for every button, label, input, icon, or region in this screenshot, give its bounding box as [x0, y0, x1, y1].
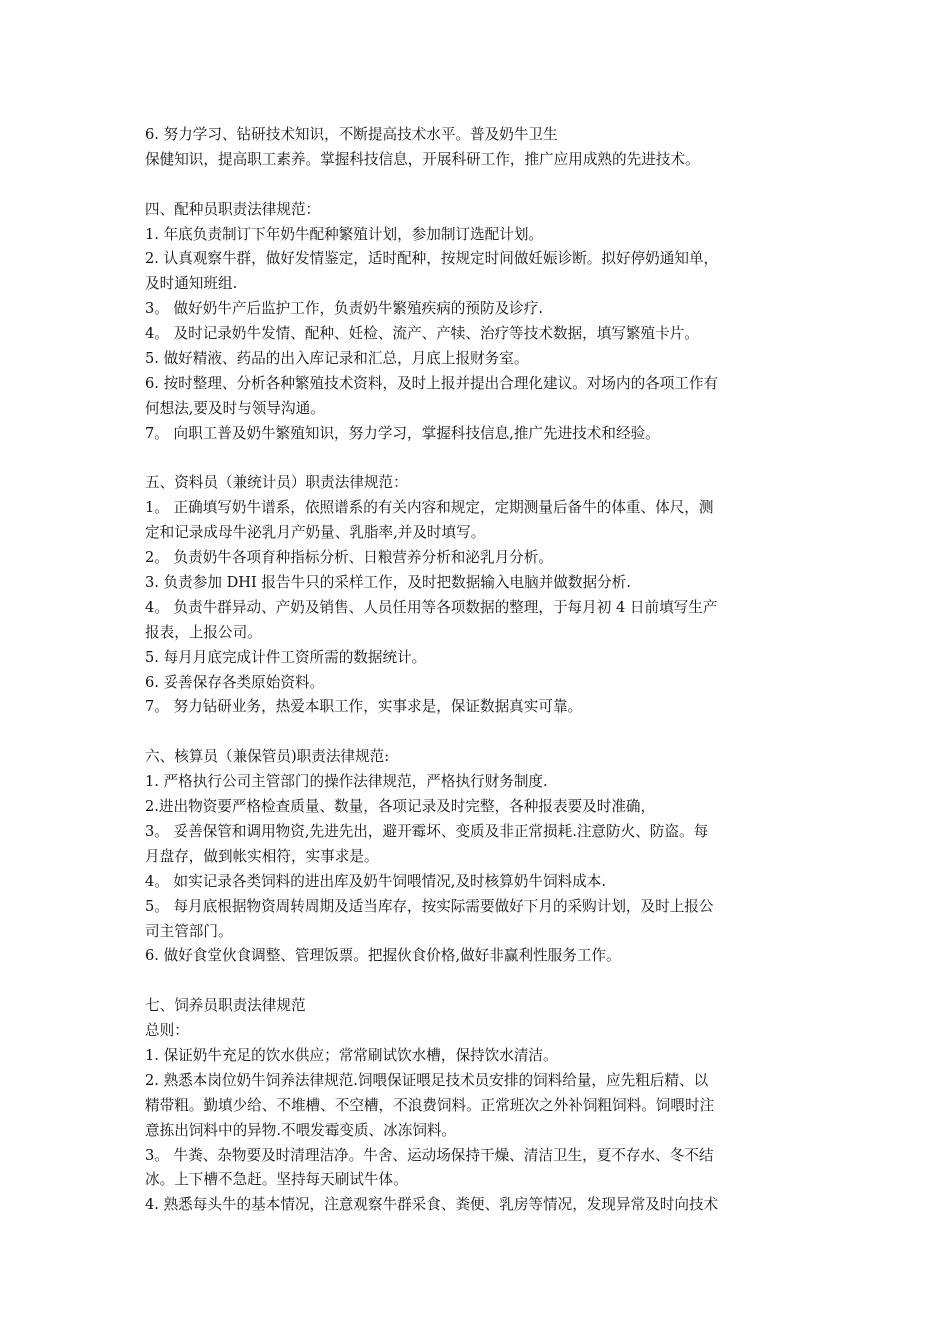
section-line: 1. 严格执行公司主管部门的操作法律规范，严格执行财务制度. [145, 773, 548, 791]
paragraph-spacer [145, 173, 815, 198]
section-line: 2.进出物资要严格检查质量、数量，各项记录及时完整，各种报表要及时准确， [145, 798, 656, 816]
section-line: 1. 保证奶牛充足的饮水供应；常常刷试饮水槽，保持饮水清洁。 [145, 1046, 558, 1064]
section-line: 3. 负责参加 DHI 报告牛只的采样工作，及时把数据输入电脑并做数据分析. [145, 574, 631, 592]
section-line: 5. 每月月底完成计件工资所需的数据统计。 [145, 648, 427, 666]
intro-line: 6. 努力学习、钻研技术知识，不断提高技术水平。普及奶牛卫生 [145, 126, 558, 143]
section-line: 3。 牛粪、杂物要及时清理洁净。牛舍、运动场保持干燥、清洁卫生，夏不存水、冬不结 [145, 1146, 714, 1164]
paragraph-spacer [145, 969, 815, 994]
section-line: 精带粗。勤填少给、不堆槽、不空槽，不浪费饲料。正常班次之外补饲粗饲料。饲喂时注 [145, 1096, 715, 1114]
section-line: 意拣出饲料中的异物.不喂发霉变质、冰冻饲料。 [145, 1121, 457, 1139]
section-line: 2. 认真观察牛群，做好发情鉴定，适时配种，按规定时间做妊娠诊断。拟好停奶通知单， [145, 250, 719, 268]
section-line: 1. 年底负责制订下年奶牛配种繁殖计划，参加制订选配计划。 [145, 225, 544, 243]
section-accountant [145, 745, 815, 969]
section-line: 5. 做好精液、药品的出入库记录和汇总，月底上报财务室。 [145, 350, 529, 368]
section-line: 6. 按时整理、分析各种繁殖技术资料，及时上报并提出合理化建议。对场内的各项工作有 [145, 374, 719, 392]
paragraph-spacer [145, 447, 815, 472]
section-line: 4。 负责牛群异动、产奶及销售、人员任用等各项数据的整理，于每月初 4 日前填写生产 [145, 598, 718, 616]
section-line: 3。 妥善保管和调用物资,先进先出，避开霉坏、变质及非正常损耗.注意防火、防盗。每 [145, 822, 709, 840]
section-line: 司主管部门。 [145, 922, 233, 940]
section-heading: 四、配种员职责法律规范： [145, 200, 321, 218]
section-line: 5。 每月底根据物资周转周期及适当库存，按实际需要做好下月的采购计划，及时上报公 [145, 897, 714, 915]
section-line: 7。 努力钻研业务，热爱本职工作，实事求是，保证数据真实可靠。 [145, 698, 583, 716]
section-line: 6. 妥善保存各类原始资料。 [145, 673, 325, 691]
section-breeder [145, 198, 815, 447]
section-line: 7。 向职工普及奶牛繁殖知识，努力学习，掌握科技信息,推广先进技术和经验。 [145, 424, 660, 442]
section-line: 总则： [145, 1022, 189, 1040]
section-line: 月盘存，做到帐实相符，实事求是。 [145, 847, 379, 865]
section-line: 6. 做好食堂伙食调整、管理饭票。把握伙食价格,做好非赢利性服务工作。 [145, 947, 621, 965]
section-line: 1。 正确填写奶牛谱系，依照谱系的有关内容和规定，定期测量后备牛的体重、体尺，测 [145, 499, 714, 517]
intro-line: 保健知识，提高职工素养。掌握科技信息，开展科研工作，推广应用成熟的先进技术。 [145, 150, 700, 168]
section-line: 2。 负责奶牛各项育种指标分析、日粮营养分析和泌乳月分析。 [145, 549, 553, 567]
section-line: 何想法,要及时与领导沟通。 [145, 399, 325, 417]
document-body [145, 123, 815, 1218]
section-line: 及时通知班组. [145, 275, 238, 293]
section-feeder [145, 994, 815, 1218]
section-line: 3。 做好奶牛产后监护工作，负责奶牛繁殖疾病的预防及诊疗. [145, 300, 544, 318]
section-line: 定和记录成母牛泌乳月产奶量、乳脂率,并及时填写。 [145, 524, 486, 542]
section-line: 报表，上报公司。 [145, 623, 262, 641]
section-records-clerk [145, 471, 815, 720]
section-heading: 七、饲养员职责法律规范 [145, 997, 306, 1015]
section-line: 4。 如实记录各类饲料的进出库及奶牛饲喂情况,及时核算奶牛饲料成本. [145, 872, 607, 890]
section-line: 2. 熟悉本岗位奶牛饲养法律规范.饲喂保证喂足技术员安排的饲料给量，应先粗后精、以 [145, 1071, 709, 1089]
section-line: 4。 及时记录奶牛发情、配种、妊检、流产、产犊、治疗等技术数据，填写繁殖卡片。 [145, 325, 699, 343]
section-line: 4. 熟悉每头牛的基本情况，注意观察牛群采食、粪便、乳房等情况，发现异常及时向技术 [145, 1196, 719, 1214]
section-heading: 六、核算员（兼保管员)职责法律规范: [145, 748, 390, 766]
paragraph-spacer [145, 720, 815, 745]
section-heading: 五、资料员（兼统计员）职责法律规范： [145, 474, 408, 492]
section-line: 冰。上下槽不急赶。坚持每天刷试牛体。 [145, 1171, 408, 1189]
